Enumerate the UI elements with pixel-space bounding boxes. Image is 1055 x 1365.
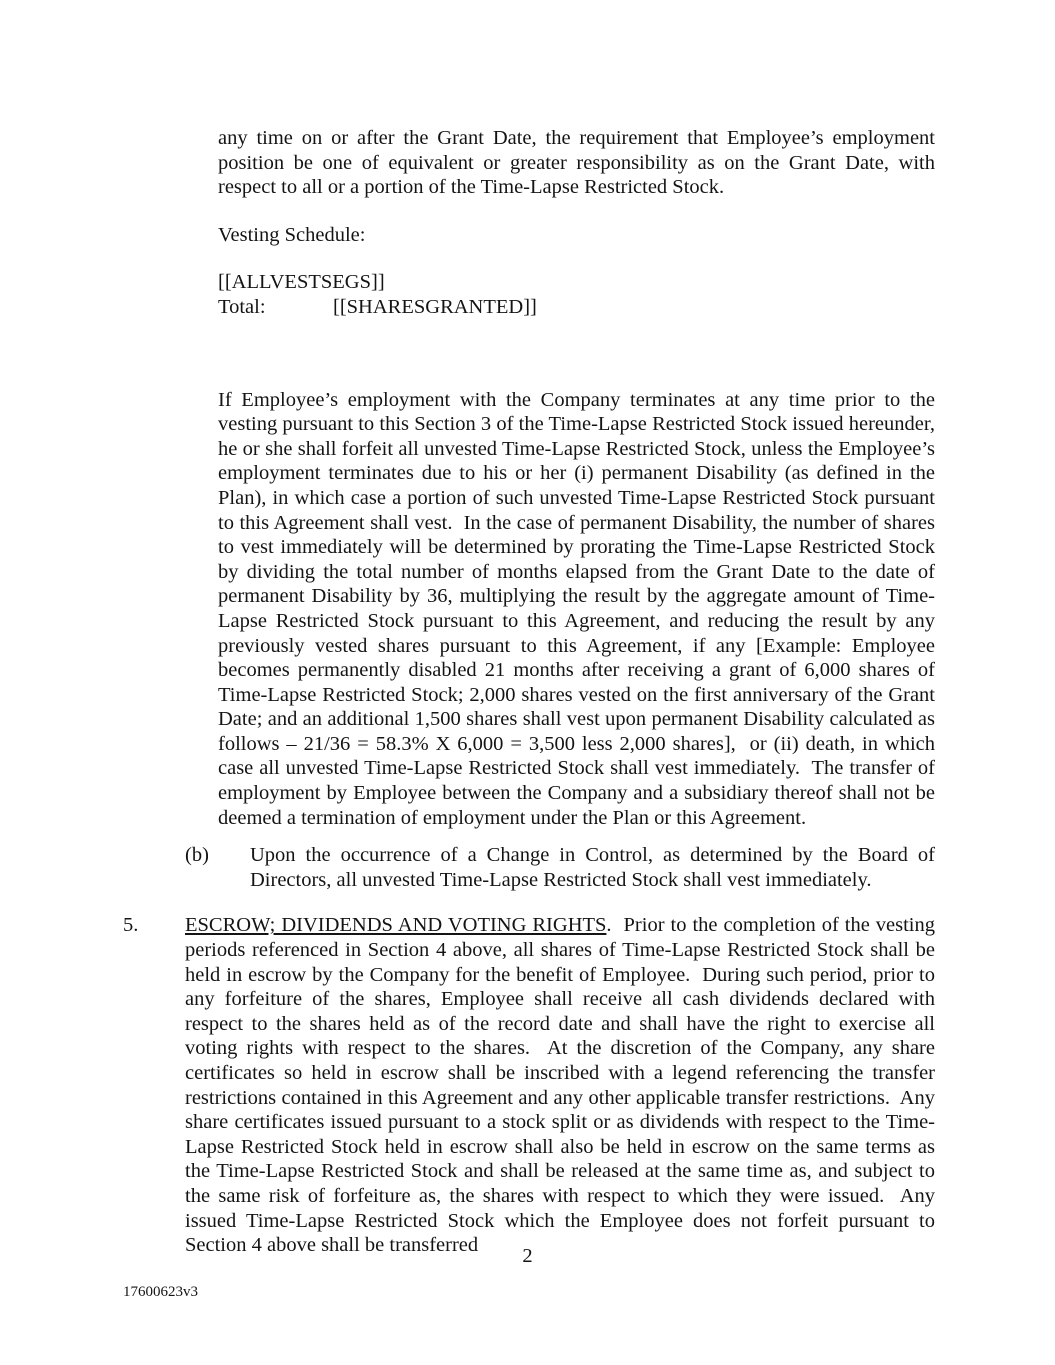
clause-b-text: Upon the occurrence of a Change in Control, as determined by the Board of Directors, all unvested Time-Lapse Restricted Stock shall vest immediately. (250, 844, 941, 891)
continuation-paragraph: any time on or after the Grant Date, the requirement that Employee’s employment position be one of equivalent or greater responsibility as on the Grant Date, with respect to all or a portion of the Time-Lapse Restricted Stock. (218, 127, 941, 199)
clause-b (185, 843, 941, 892)
section-5-number: 5. (123, 914, 139, 937)
section-5-heading: ESCROW; DIVIDENDS AND VOTING RIGHTS (185, 914, 607, 937)
vesting-schedule-label: Vesting Schedule: (218, 223, 366, 246)
section-5 (123, 913, 941, 1257)
section-5-body-text: Prior to the completion of the vesting periods referenced in Section 4 above, all shares of Time-Lapse Restricted Stock shall be held in escrow by the Company for the benefit of Employee. During such period, prior to any forfeiture of the shares, Employee shall receive all cash dividends declared with respect to the shares held as of the record date and shall have the right to exercise all voting rights with respect to the shares. At the discretion of the Company, any share certificates so held in escrow shall be inscribed with a legend referencing the transfer restrictions contained in this Agreement and any other applicable transfer restrictions. Any share certificates issued pursuant to a stock split or as dividends with respect to the Time-Lapse Restricted Stock held in escrow shall also be held in escrow on the same terms as the Time-Lapse Restricted Stock and shall be released at the same time as, and subject to the same risk of forfeiture as, the shares with respect to which they were issued. Any issued Time-Lapse Restricted Stock which the Employee does not forfeit pursuant to Section 4 above shall be transferred (185, 914, 941, 1257)
page-number: 2 (522, 1245, 533, 1267)
section-5-heading-period: . (606, 914, 612, 937)
sharesgranted-placeholder: [[SHARESGRANTED]] (333, 295, 537, 318)
total-row (218, 295, 935, 320)
allvestsegs-placeholder: [[ALLVESTSEGS]] (218, 271, 385, 294)
total-label: Total: (218, 295, 266, 318)
disability-paragraph: If Employee’s employment with the Company terminates at any time prior to the vesting pursuant to this Section 3 of the Time-Lapse Restricted Stock issued hereunder, he or she shall forfeit all unvested Time-Lapse Restricted Stock, unless the Employee’s employment terminates due to his or her (i) permanent Disability (as defined in the Plan), in which case a portion of such unvested Time-Lapse Restricted Stock pursuant to this Agreement shall vest. In the case of permanent Disability, the number of shares to vest immediately will be determined by prorating the Time-Lapse Restricted Stock by dividing the total number of months elapsed from the Grant Date to the date of permanent Disability by 36, multiplying the result by the aggregate amount of Time-Lapse Restricted Stock pursuant to this Agreement, and reducing the result by any previously vested shares pursuant to this Agreement, if any [Example: Employee becomes permanently disabled 21 months after receiving a grant of 6,000 shares of Time-Lapse Restricted Stock; 2,000 shares vested on the first anniversary of the Grant Date; and an additional 1,500 shares shall vest upon permanent Disability calculated as follows – 21/36 = 58.3% X 6,000 = 3,500 less 2,000 shares], or (ii) death, in which case all unvested Time-Lapse Restricted Stock shall vest immediately. The transfer of employment by Employee between the Company and a subsidiary thereof shall not be deemed a termination of employment under the Plan or this Agreement. (218, 388, 941, 829)
section-5-paragraph (185, 913, 941, 1257)
document-version-id: 17600623v3 (123, 1284, 198, 1300)
clause-b-marker: (b) (185, 844, 209, 867)
